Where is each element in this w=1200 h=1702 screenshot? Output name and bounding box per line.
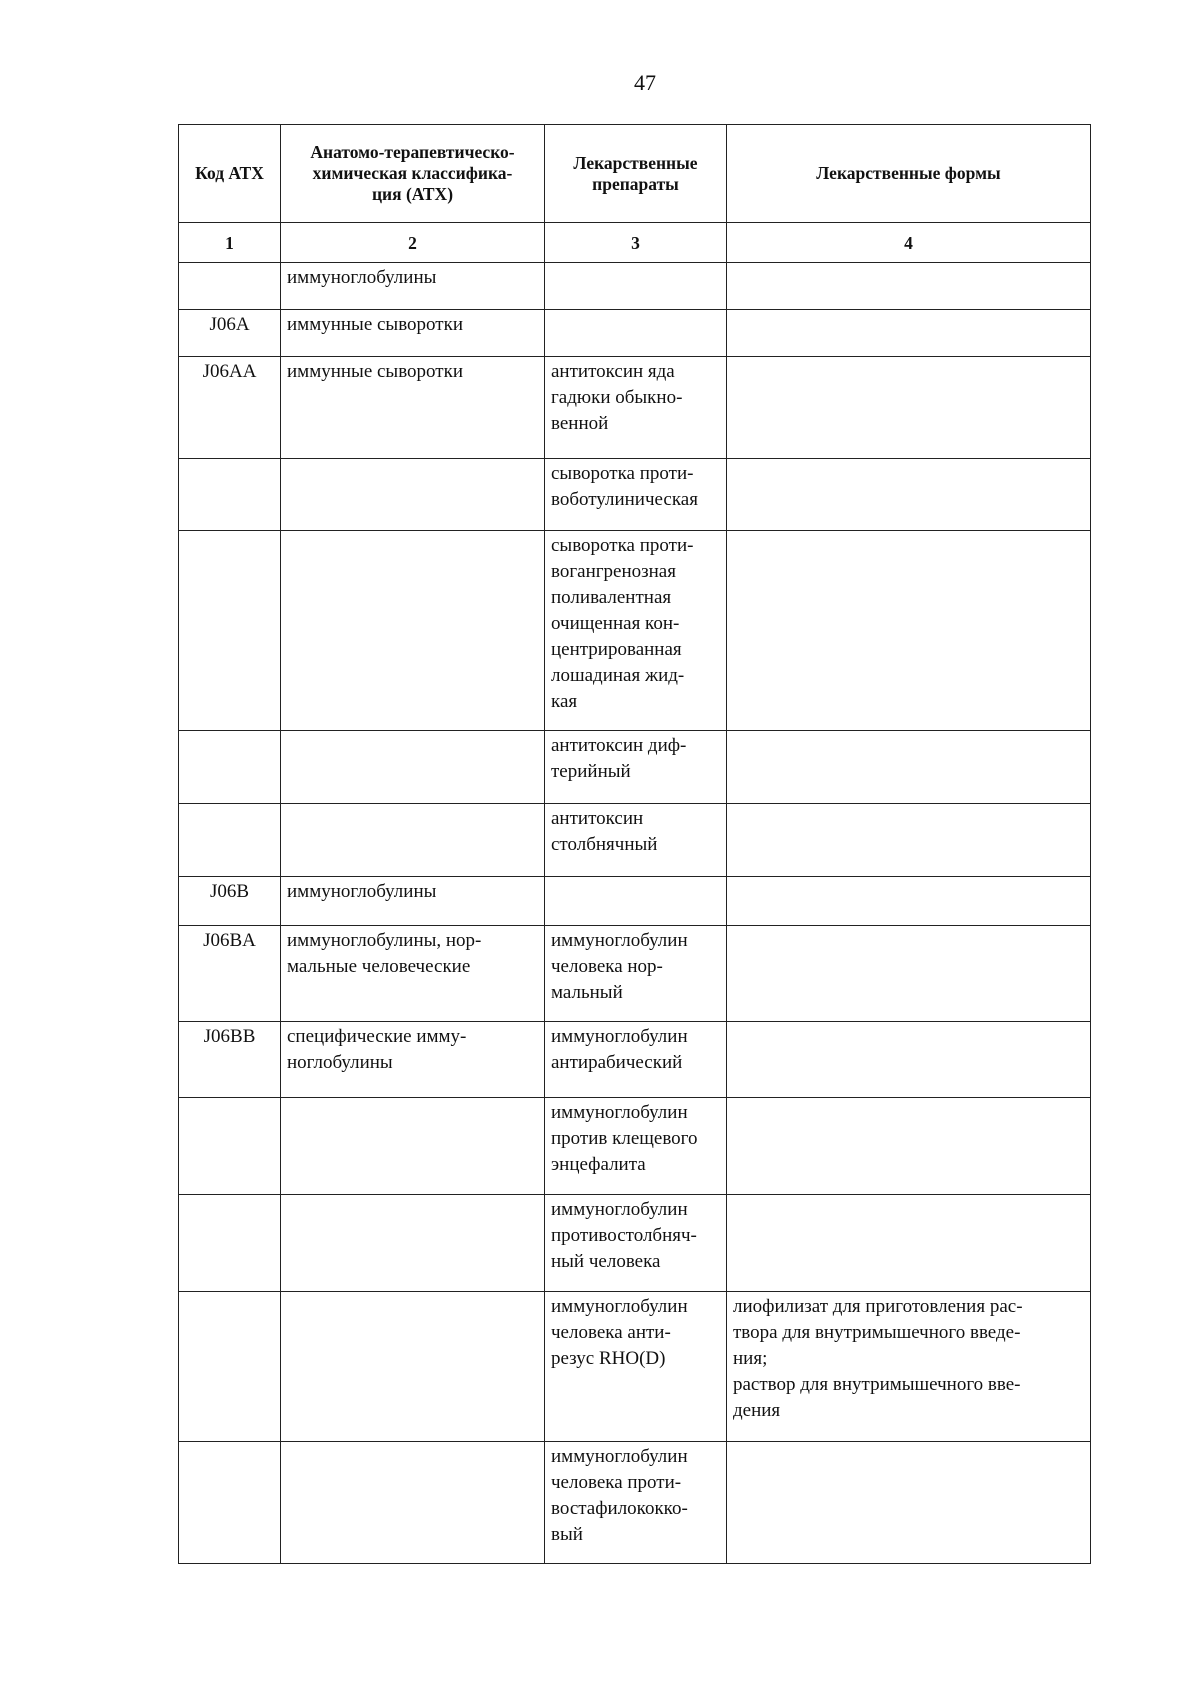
cell-drug: иммуноглобулин человека проти- востафилококко- вый <box>545 1442 727 1564</box>
table-row <box>179 804 1091 877</box>
cell-classification <box>281 531 545 731</box>
cell-drug <box>545 310 727 357</box>
cell-drug <box>545 877 727 926</box>
cell-dosage-form <box>727 1098 1091 1195</box>
table-row <box>179 1022 1091 1098</box>
cell-atx-code <box>179 1442 281 1564</box>
cell-drug: антитоксин столбнячный <box>545 804 727 877</box>
header-atx-classification: Анатомо-терапевтическо- химическая классифика- ция (АТХ) <box>281 125 545 223</box>
cell-atx-code <box>179 1098 281 1195</box>
cell-classification: иммуноглобулины, нор- мальные человеческие <box>281 926 545 1022</box>
cell-drug <box>545 263 727 310</box>
cell-atx-code: J06BA <box>179 926 281 1022</box>
cell-dosage-form <box>727 877 1091 926</box>
table-row <box>179 1442 1091 1564</box>
cell-drug: иммуноглобулин противостолбняч- ный человека <box>545 1195 727 1292</box>
header-dosage-forms: Лекарственные формы <box>727 125 1091 223</box>
cell-atx-code: J06B <box>179 877 281 926</box>
cell-dosage-form <box>727 1195 1091 1292</box>
cell-atx-code <box>179 459 281 531</box>
column-number: 1 <box>179 223 281 263</box>
table-row <box>179 531 1091 731</box>
table-row <box>179 926 1091 1022</box>
table-row <box>179 877 1091 926</box>
cell-dosage-form: лиофилизат для приготовления рас- твора для внутримышечного введе- ния; раствор для внутримышечного вве- дения <box>727 1292 1091 1442</box>
cell-drug: иммуноглобулин человека нор- мальный <box>545 926 727 1022</box>
table-row <box>179 731 1091 804</box>
header-atx-code: Код АТХ <box>179 125 281 223</box>
cell-atx-code <box>179 1292 281 1442</box>
cell-classification <box>281 459 545 531</box>
cell-dosage-form <box>727 263 1091 310</box>
cell-classification <box>281 1292 545 1442</box>
table-row <box>179 310 1091 357</box>
cell-dosage-form <box>727 804 1091 877</box>
cell-classification: иммуноглобулины <box>281 263 545 310</box>
table-header-row <box>179 125 1091 223</box>
cell-classification <box>281 1195 545 1292</box>
cell-dosage-form <box>727 1022 1091 1098</box>
cell-dosage-form <box>727 731 1091 804</box>
cell-classification: иммуноглобулины <box>281 877 545 926</box>
table-row <box>179 357 1091 459</box>
table-row <box>179 1098 1091 1195</box>
cell-atx-code <box>179 263 281 310</box>
cell-dosage-form <box>727 531 1091 731</box>
cell-atx-code <box>179 731 281 804</box>
cell-dosage-form <box>727 1442 1091 1564</box>
table-row <box>179 459 1091 531</box>
cell-drug: иммуноглобулин человека анти- резус RHO(D) <box>545 1292 727 1442</box>
cell-dosage-form <box>727 357 1091 459</box>
table-row <box>179 1195 1091 1292</box>
column-number: 4 <box>727 223 1091 263</box>
cell-atx-code: J06AA <box>179 357 281 459</box>
cell-atx-code: J06BB <box>179 1022 281 1098</box>
cell-drug: иммуноглобулин антирабический <box>545 1022 727 1098</box>
column-number: 2 <box>281 223 545 263</box>
cell-classification: специфические имму- ноглобулины <box>281 1022 545 1098</box>
cell-classification <box>281 1442 545 1564</box>
cell-classification: иммунные сыворотки <box>281 310 545 357</box>
column-number: 3 <box>545 223 727 263</box>
column-number-row <box>179 223 1091 263</box>
cell-atx-code: J06A <box>179 310 281 357</box>
cell-drug: антитоксин диф- терийный <box>545 731 727 804</box>
table-row <box>179 1292 1091 1442</box>
cell-drug: антитоксин яда гадюки обыкно- венной <box>545 357 727 459</box>
cell-classification <box>281 731 545 804</box>
table-row <box>179 263 1091 310</box>
cell-classification <box>281 804 545 877</box>
cell-atx-code <box>179 804 281 877</box>
cell-atx-code <box>179 531 281 731</box>
cell-atx-code <box>179 1195 281 1292</box>
cell-drug: иммуноглобулин против клещевого энцефалита <box>545 1098 727 1195</box>
cell-drug: сыворотка проти- вогангренозная поливалентная очищенная кон- центрированная лошадиная жид- кая <box>545 531 727 731</box>
cell-drug: сыворотка проти- воботулиническая <box>545 459 727 531</box>
cell-classification: иммунные сыворотки <box>281 357 545 459</box>
page-number: 47 <box>634 70 656 95</box>
header-drugs: Лекарственные препараты <box>545 125 727 223</box>
cell-dosage-form <box>727 459 1091 531</box>
cell-classification <box>281 1098 545 1195</box>
cell-dosage-form <box>727 310 1091 357</box>
cell-dosage-form <box>727 926 1091 1022</box>
atx-drug-table <box>178 124 1091 1564</box>
